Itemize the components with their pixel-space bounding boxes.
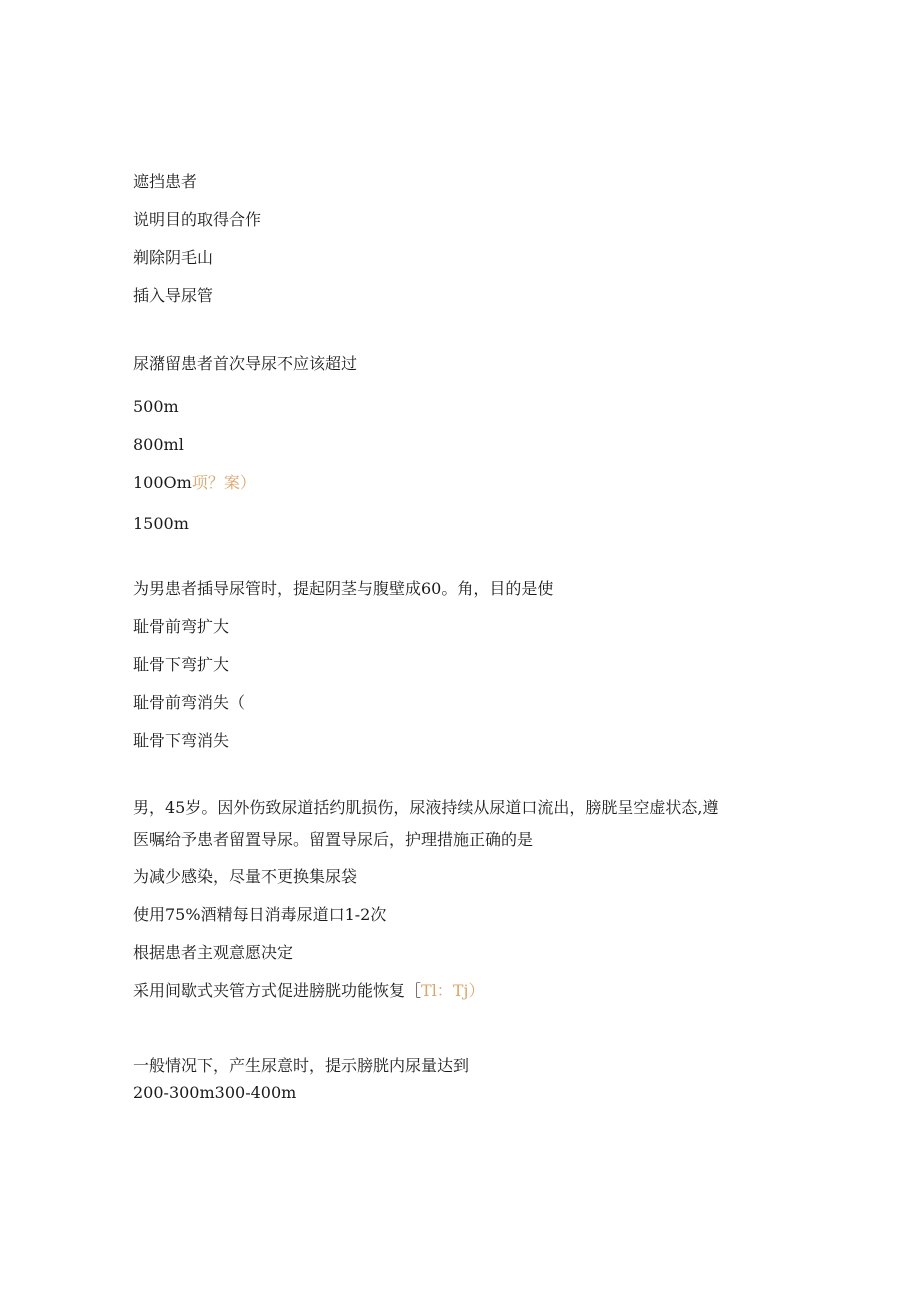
- q5-stem: 一般情况下，产生尿意时，提示膀胱内尿量达到: [133, 1056, 470, 1075]
- q3-option-1: 耻骨前弯扩大: [133, 617, 230, 636]
- q4-answer-hint: Tl：Tj）: [421, 981, 485, 1000]
- q1-option-4: 插入导尿管: [133, 286, 214, 305]
- q1-option-3: 剃除阴毛山: [133, 248, 214, 267]
- q2-stem: 尿潴留患者首次导尿不应该超过: [133, 354, 358, 373]
- q3-option-4: 耻骨下弯消失: [133, 731, 230, 750]
- q5-options: 200-300m300-400m: [133, 1083, 297, 1102]
- q2-answer-hint: 项？案）: [191, 473, 256, 492]
- q3-option-3: 耻骨前弯消失（: [133, 693, 246, 712]
- q2-option-2: 800ml: [133, 435, 184, 454]
- q1-option-2: 说明目的取得合作: [133, 210, 262, 229]
- q4-option-1: 为减少感染，尽量不更换集尿袋: [133, 867, 358, 886]
- q4-option-2: 使用75%酒精每日消毒尿道口1-2次: [133, 905, 387, 924]
- q2-option-3-line: [133, 472, 256, 494]
- q1-option-1: 遮挡患者: [133, 172, 198, 191]
- q4-stem-line-1: 男，45岁。因外伤致尿道括约肌损伤，尿液持续从尿道口流出，膀胱呈空虚状态,遵: [133, 798, 719, 817]
- q2-option-3: 100Om: [133, 473, 192, 492]
- q3-stem: 为男患者插导尿管时，提起阴茎与腹壁成60。角，目的是使: [133, 579, 554, 598]
- q4-stem-line-2: 医嘱给予患者留置导尿。留置导尿后，护理措施正确的是: [133, 830, 534, 849]
- q4-option-3: 根据患者主观意愿决定: [133, 943, 294, 962]
- q2-option-1: 500m: [133, 397, 179, 416]
- q3-option-2: 耻骨下弯扩大: [133, 655, 230, 674]
- q4-option-4-line: [133, 980, 484, 1002]
- q2-option-4: 1500m: [133, 514, 189, 533]
- q4-option-4: 采用间歇式夹管方式促进膀胱功能恢复［: [133, 981, 422, 1000]
